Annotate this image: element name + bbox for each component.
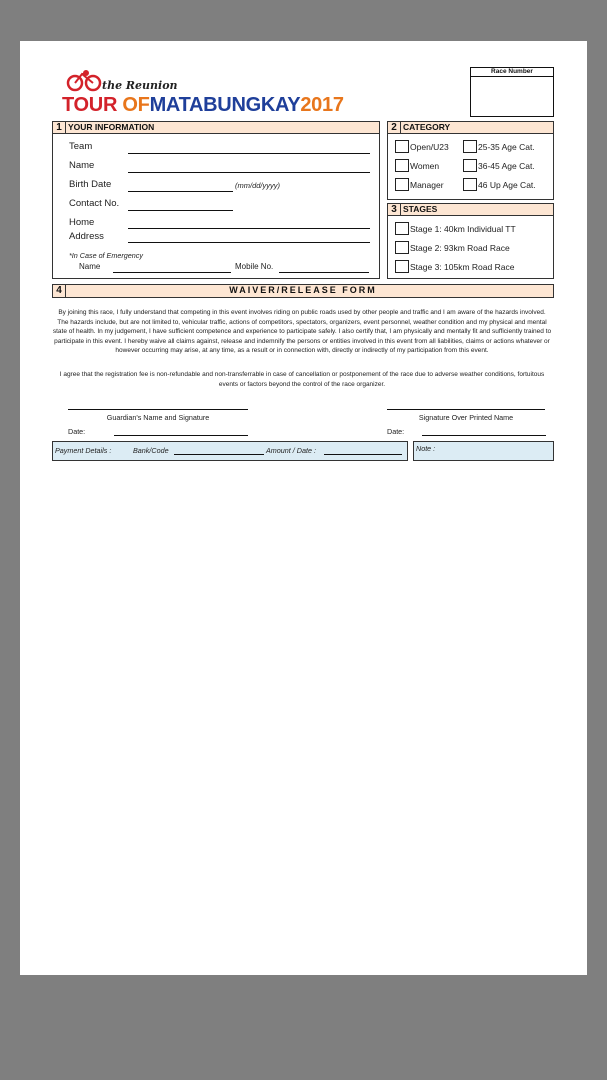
race-number-label: Race Number xyxy=(471,68,553,77)
logo-word-tour: TOUR xyxy=(62,94,118,116)
stage-label: Stage 1: 40km Individual TT xyxy=(410,224,516,234)
category-label: 46 Up Age Cat. xyxy=(478,180,536,190)
event-logo xyxy=(62,66,362,121)
category-section xyxy=(387,121,554,200)
stage-checkbox-1[interactable] xyxy=(395,222,409,235)
emergency-name-field[interactable] xyxy=(113,272,231,273)
waiver-paragraph-2: I agree that the registration fee is non-refundable and non-transferrable in case of cancellation or postponement of the race due to adverse weather conditions, fortuitous events or factors beyond the control of the race organizer. xyxy=(59,371,545,388)
participant-signature-line[interactable] xyxy=(387,409,545,410)
category-label: 36-45 Age Cat. xyxy=(478,161,535,171)
category-checkbox-46-up[interactable] xyxy=(463,178,477,191)
registration-form-page xyxy=(20,41,587,975)
birth-date-label: Birth Date xyxy=(69,179,112,190)
section-header xyxy=(53,122,379,134)
section-number: 2 xyxy=(388,122,401,133)
amount-date-field[interactable] xyxy=(324,454,402,455)
section-number: 1 xyxy=(53,122,66,133)
category-checkbox-36-45[interactable] xyxy=(463,159,477,172)
section-number: 4 xyxy=(53,285,66,297)
name-field[interactable] xyxy=(128,172,370,173)
contact-no-field[interactable] xyxy=(128,210,233,211)
waiver-header xyxy=(52,284,554,298)
section-title: YOUR INFORMATION xyxy=(68,122,155,132)
section-title: CATEGORY xyxy=(403,122,451,132)
waiver-title: WAIVER/RELEASE FORM xyxy=(229,285,377,295)
note-label: Note : xyxy=(416,444,436,453)
section-number: 3 xyxy=(388,204,401,215)
logo-year: 2017 xyxy=(300,94,344,116)
emergency-name-label: Name xyxy=(79,262,101,271)
name-label: Name xyxy=(69,160,95,171)
your-information-section xyxy=(52,121,380,279)
stages-section xyxy=(387,203,554,279)
bank-code-field[interactable] xyxy=(174,454,264,455)
bicycle-logo-icon xyxy=(66,69,102,93)
participant-date-field[interactable] xyxy=(422,435,546,436)
team-field[interactable] xyxy=(128,153,370,154)
logo-title xyxy=(62,94,344,117)
waiver-paragraph-1: By joining this race, I fully understand that competing in this event involves riding on public roads used by other people and traffic and I am aware of the hazards involved. The hazards include, but are not limited to, vehicular traffic, actions of competitors, spectators, organizers, event personnel, weather condition and my physical and mental state of health. In my judgement, I have sufficient competence and experience to participate safely. I also certify that, I am physically and mentally fit and sufficiently trained to participate in this event. I hereby waive all claims against, release and indemnify the persons or entities involved in this event from all liabilities, claims or actions whatever or however occurring may arise, at any time, as a result or in connection with, directly or indirectly of my participation from this event. xyxy=(52,309,552,355)
guardian-date-label: Date: xyxy=(68,427,86,436)
category-label: 25-35 Age Cat. xyxy=(478,142,535,152)
amount-date-label: Amount / Date : xyxy=(266,446,316,455)
home-label: Home xyxy=(69,217,95,228)
birth-date-field[interactable] xyxy=(128,191,233,192)
category-label: Manager xyxy=(410,180,444,190)
address-label: Address xyxy=(69,231,104,242)
stage-label: Stage 3: 105km Road Race xyxy=(410,262,515,272)
team-label: Team xyxy=(69,141,93,152)
emergency-note: *In Case of Emergency xyxy=(69,251,143,260)
category-checkbox-open-u23[interactable] xyxy=(395,140,409,153)
bank-code-label: Bank/Code xyxy=(133,446,169,455)
participant-signature-label: Signature Over Printed Name xyxy=(418,413,514,422)
guardian-signature-line[interactable] xyxy=(68,409,248,410)
logo-word-of: OF xyxy=(122,94,150,116)
stage-label: Stage 2: 93km Road Race xyxy=(410,243,510,253)
section-header xyxy=(388,122,553,134)
section-title: STAGES xyxy=(403,204,438,214)
category-checkbox-women[interactable] xyxy=(395,159,409,172)
mobile-no-field[interactable] xyxy=(279,272,369,273)
category-label: Open/U23 xyxy=(410,142,449,152)
guardian-signature-label: Guardian's Name and Signature xyxy=(106,413,210,422)
category-checkbox-manager[interactable] xyxy=(395,178,409,191)
guardian-date-field[interactable] xyxy=(114,435,248,436)
category-label: Women xyxy=(410,161,440,171)
note-box[interactable] xyxy=(413,441,554,461)
stage-checkbox-3[interactable] xyxy=(395,260,409,273)
payment-details-box xyxy=(52,441,408,461)
stage-checkbox-2[interactable] xyxy=(395,241,409,254)
address-field-1[interactable] xyxy=(128,228,370,229)
payment-details-label: Payment Details : xyxy=(55,446,112,455)
participant-date-label: Date: xyxy=(387,427,405,436)
date-format-hint: (mm/dd/yyyy) xyxy=(235,181,280,190)
category-checkbox-25-35[interactable] xyxy=(463,140,477,153)
contact-no-label: Contact No. xyxy=(69,198,120,209)
mobile-no-label: Mobile No. xyxy=(235,262,274,271)
section-header xyxy=(388,204,553,216)
race-number-box[interactable] xyxy=(470,67,554,117)
logo-word-matabungkay: MATABUNGKAY xyxy=(149,94,301,116)
address-field-2[interactable] xyxy=(128,242,370,243)
logo-subtitle: the Reunion xyxy=(102,79,178,92)
